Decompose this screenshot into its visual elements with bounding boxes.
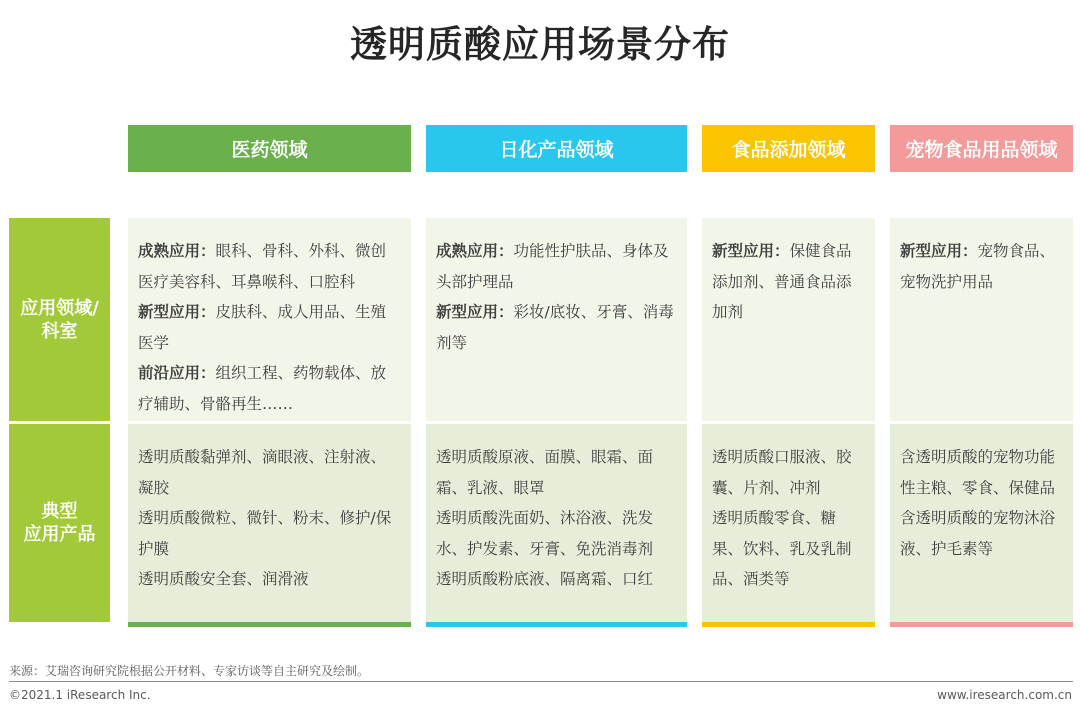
cell-daily-applications xyxy=(426,218,687,421)
product-item: 透明质酸粉底液、隔离霜、口红 xyxy=(436,570,654,588)
text-new: 宠物食品、宠物洗护用品 xyxy=(900,242,1056,291)
column-header-pharma: 医药领域 xyxy=(128,125,411,172)
text-new: 皮肤科、成人用品、生殖医学 xyxy=(138,303,387,352)
product-item: 透明质酸安全套、润滑液 xyxy=(138,570,309,588)
page-title: 透明质酸应用场景分布 xyxy=(350,23,730,66)
label-mature: 成熟应用： xyxy=(138,242,216,260)
source-note: 来源：艾瑞咨询研究院根据公开材料、专家访谈等自主研究及绘制。 xyxy=(9,664,370,678)
product-item: 透明质酸微粒、微针、粉末、修护/保护膜 xyxy=(138,509,392,558)
application-new xyxy=(712,236,865,328)
row-label-line: 科室 xyxy=(41,320,78,342)
product-item: 透明质酸黏弹剂、滴眼液、注射液、凝胶 xyxy=(138,448,387,497)
application-mature xyxy=(436,236,677,297)
column-bottom-bar-pharma xyxy=(128,622,411,627)
row-label-application-field xyxy=(9,218,110,421)
footer-divider xyxy=(9,681,1073,682)
row-label-line: 典型 xyxy=(41,501,78,522)
label-mature: 成熟应用： xyxy=(436,242,514,260)
text-new: 保健食品添加剂、普通食品添加剂 xyxy=(712,242,852,321)
column-header-food-additive: 食品添加领域 xyxy=(702,125,875,172)
website-link: www.iresearch.com.cn xyxy=(937,688,1072,702)
row-label-typical-products xyxy=(9,424,110,622)
product-item: 含透明质酸的宠物功能性主粮、零食、保健品 xyxy=(900,448,1056,497)
cell-pharma-products xyxy=(128,424,411,622)
application-frontier xyxy=(138,358,401,419)
label-frontier: 前沿应用： xyxy=(138,364,216,382)
application-new xyxy=(900,236,1063,297)
cell-food-products xyxy=(702,424,875,622)
product-item: 透明质酸零食、糖果、饮料、乳及乳制品、酒类等 xyxy=(712,509,852,588)
product-item: 含透明质酸的宠物沐浴液、护毛素等 xyxy=(900,509,1056,558)
product-item: 透明质酸洗面奶、沐浴液、洗发水、护发素、牙膏、免洗消毒剂 xyxy=(436,509,654,558)
row-label-line: 应用产品 xyxy=(23,524,96,545)
column-bottom-bar-daily-chemical xyxy=(426,622,687,627)
label-new: 新型应用： xyxy=(900,242,978,260)
product-item: 透明质酸口服液、胶囊、片剂、冲剂 xyxy=(712,448,852,497)
column-header-daily-chemical: 日化产品领域 xyxy=(426,125,687,172)
cell-daily-products xyxy=(426,424,687,622)
cell-food-applications xyxy=(702,218,875,421)
column-bottom-bar-food-additive xyxy=(702,622,875,627)
column-bottom-bar-pet xyxy=(890,622,1073,627)
copyright: ©2021.1 iResearch Inc. xyxy=(9,688,151,702)
cell-pet-applications xyxy=(890,218,1073,421)
column-header-pet: 宠物食品用品领域 xyxy=(890,125,1073,172)
label-new: 新型应用： xyxy=(138,303,216,321)
label-new: 新型应用： xyxy=(712,242,790,260)
application-mature xyxy=(138,236,401,297)
application-new xyxy=(436,297,677,358)
application-new xyxy=(138,297,401,358)
product-item: 透明质酸原液、面膜、眼霜、面霜、乳液、眼罩 xyxy=(436,448,654,497)
cell-pharma-applications xyxy=(128,218,411,421)
label-new: 新型应用： xyxy=(436,303,514,321)
cell-pet-products xyxy=(890,424,1073,622)
text-frontier: 组织工程、药物载体、放疗辅助、骨骼再生…… xyxy=(138,364,387,413)
text-mature: 眼科、骨科、外科、微创医疗美容科、耳鼻喉科、口腔科 xyxy=(138,242,387,291)
text-new: 彩妆/底妆、牙膏、消毒剂等 xyxy=(436,303,674,352)
row-label-line: 应用领域/ xyxy=(20,297,99,319)
text-mature: 功能性护肤品、身体及头部护理品 xyxy=(436,242,669,291)
